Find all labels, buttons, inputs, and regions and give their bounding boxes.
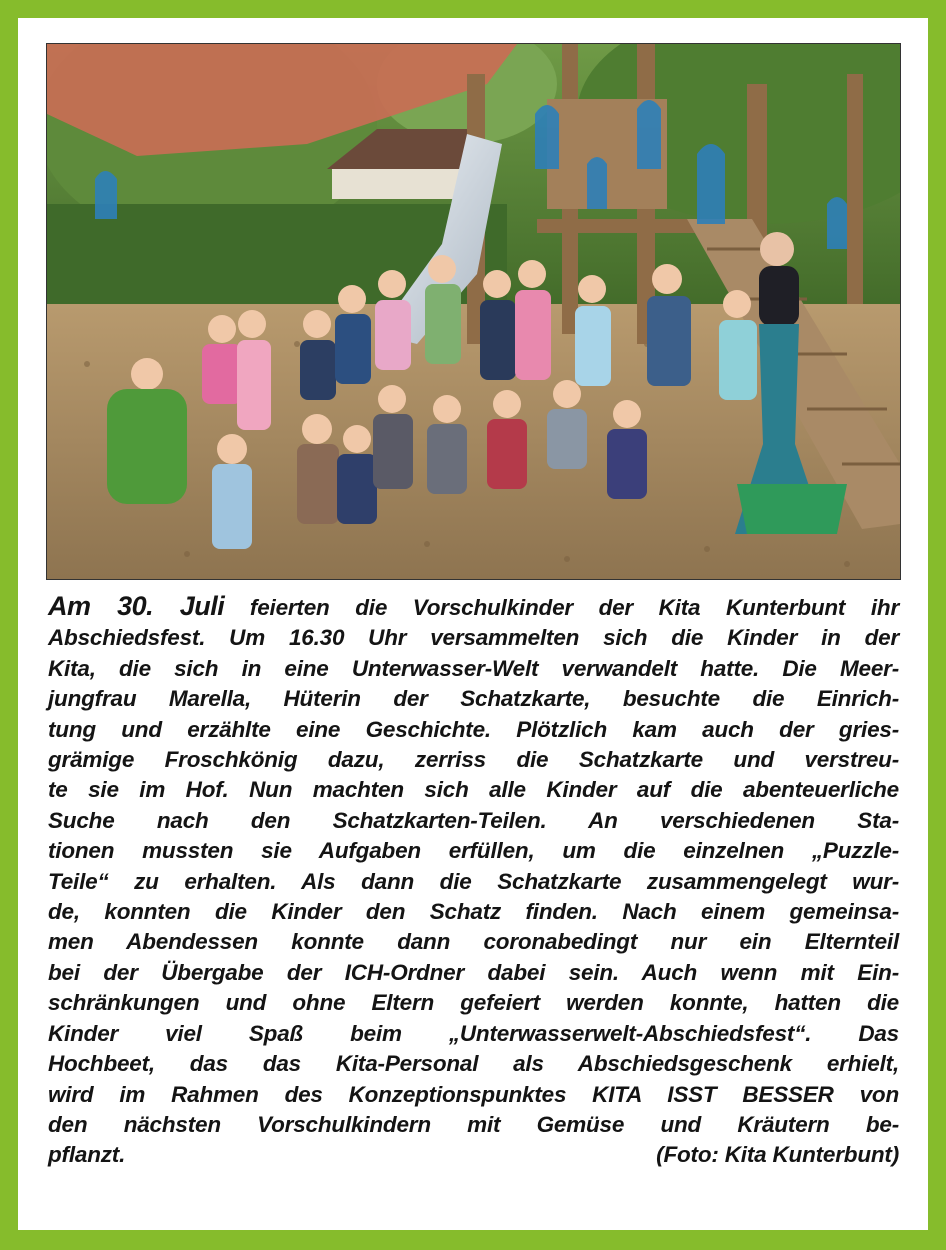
article-line-10: de, konnten die Kinder den Schatz finden. Nach einem gemeinsa- [48,899,899,925]
article-line-2: Kita, die sich in eine Unterwasser-Welt verwandelt hatte. Die Meer- [48,655,899,681]
article-line-7: Suche nach den Schatzkarten-Teilen. An verschiedenen Sta- [48,807,899,833]
article-last-text: pflanzt. [48,1142,126,1168]
article-line-6: te sie im Hof. Nun machten sich alle Kinder auf die abenteuerliche [48,777,899,803]
article-line-12: bei der Übergabe der ICH-Ordner dabei sein. Auch wenn mit Ein- [48,959,899,985]
article-last-line [48,1140,899,1170]
article-line-9: Teile“ zu erhalten. Als dann die Schatzkarte zusammengelegt wur- [48,868,899,894]
article-line-0: Am 30. Juli feierten die Vorschulkinder der Kita Kunterbunt ihr [48,591,899,621]
group-photo [46,43,901,580]
article-line-17: den nächsten Vorschulkindern mit Gemüse und Kräutern be- [48,1111,899,1137]
article-line-5: grämige Froschkönig dazu, zerriss die Schatzkarte und verstreu- [48,747,899,773]
article-line-3: jungfrau Marella, Hüterin der Schatzkarte, besuchte die Einrich- [48,686,899,712]
article-text [48,591,899,1171]
article-line-11: men Abendessen konnte dann coronabedingt nur ein Elternteil [48,929,899,955]
article-line-15: Hochbeet, das das Kita-Personal als Abschiedsgeschenk erhielt, [48,1051,899,1077]
article-line-4: tung und erzählte eine Geschichte. Plötzlich kam auch der gries- [48,716,899,742]
article-line-8: tionen mussten sie Aufgaben erfüllen, um die einzelnen „Puzzle- [48,838,899,864]
article-line-13: schränkungen und ohne Eltern gefeiert werden konnte, hatten die [48,990,899,1016]
playground-photo-illustration [47,44,900,579]
article-card [18,18,928,1230]
article-line-14: Kinder viel Spaß beim „Unterwasserwelt-Abschiedsfest“. Das [48,1020,899,1046]
article-line-16: wird im Rahmen des Konzeptionspunktes KITA ISST BESSER von [48,1081,899,1107]
article-lead: Am 30. Juli [48,591,225,621]
photo-credit: (Foto: Kita Kunterbunt) [656,1142,899,1168]
article-line-1: Abschiedsfest. Um 16.30 Uhr versammelten sich die Kinder in der [48,625,899,651]
